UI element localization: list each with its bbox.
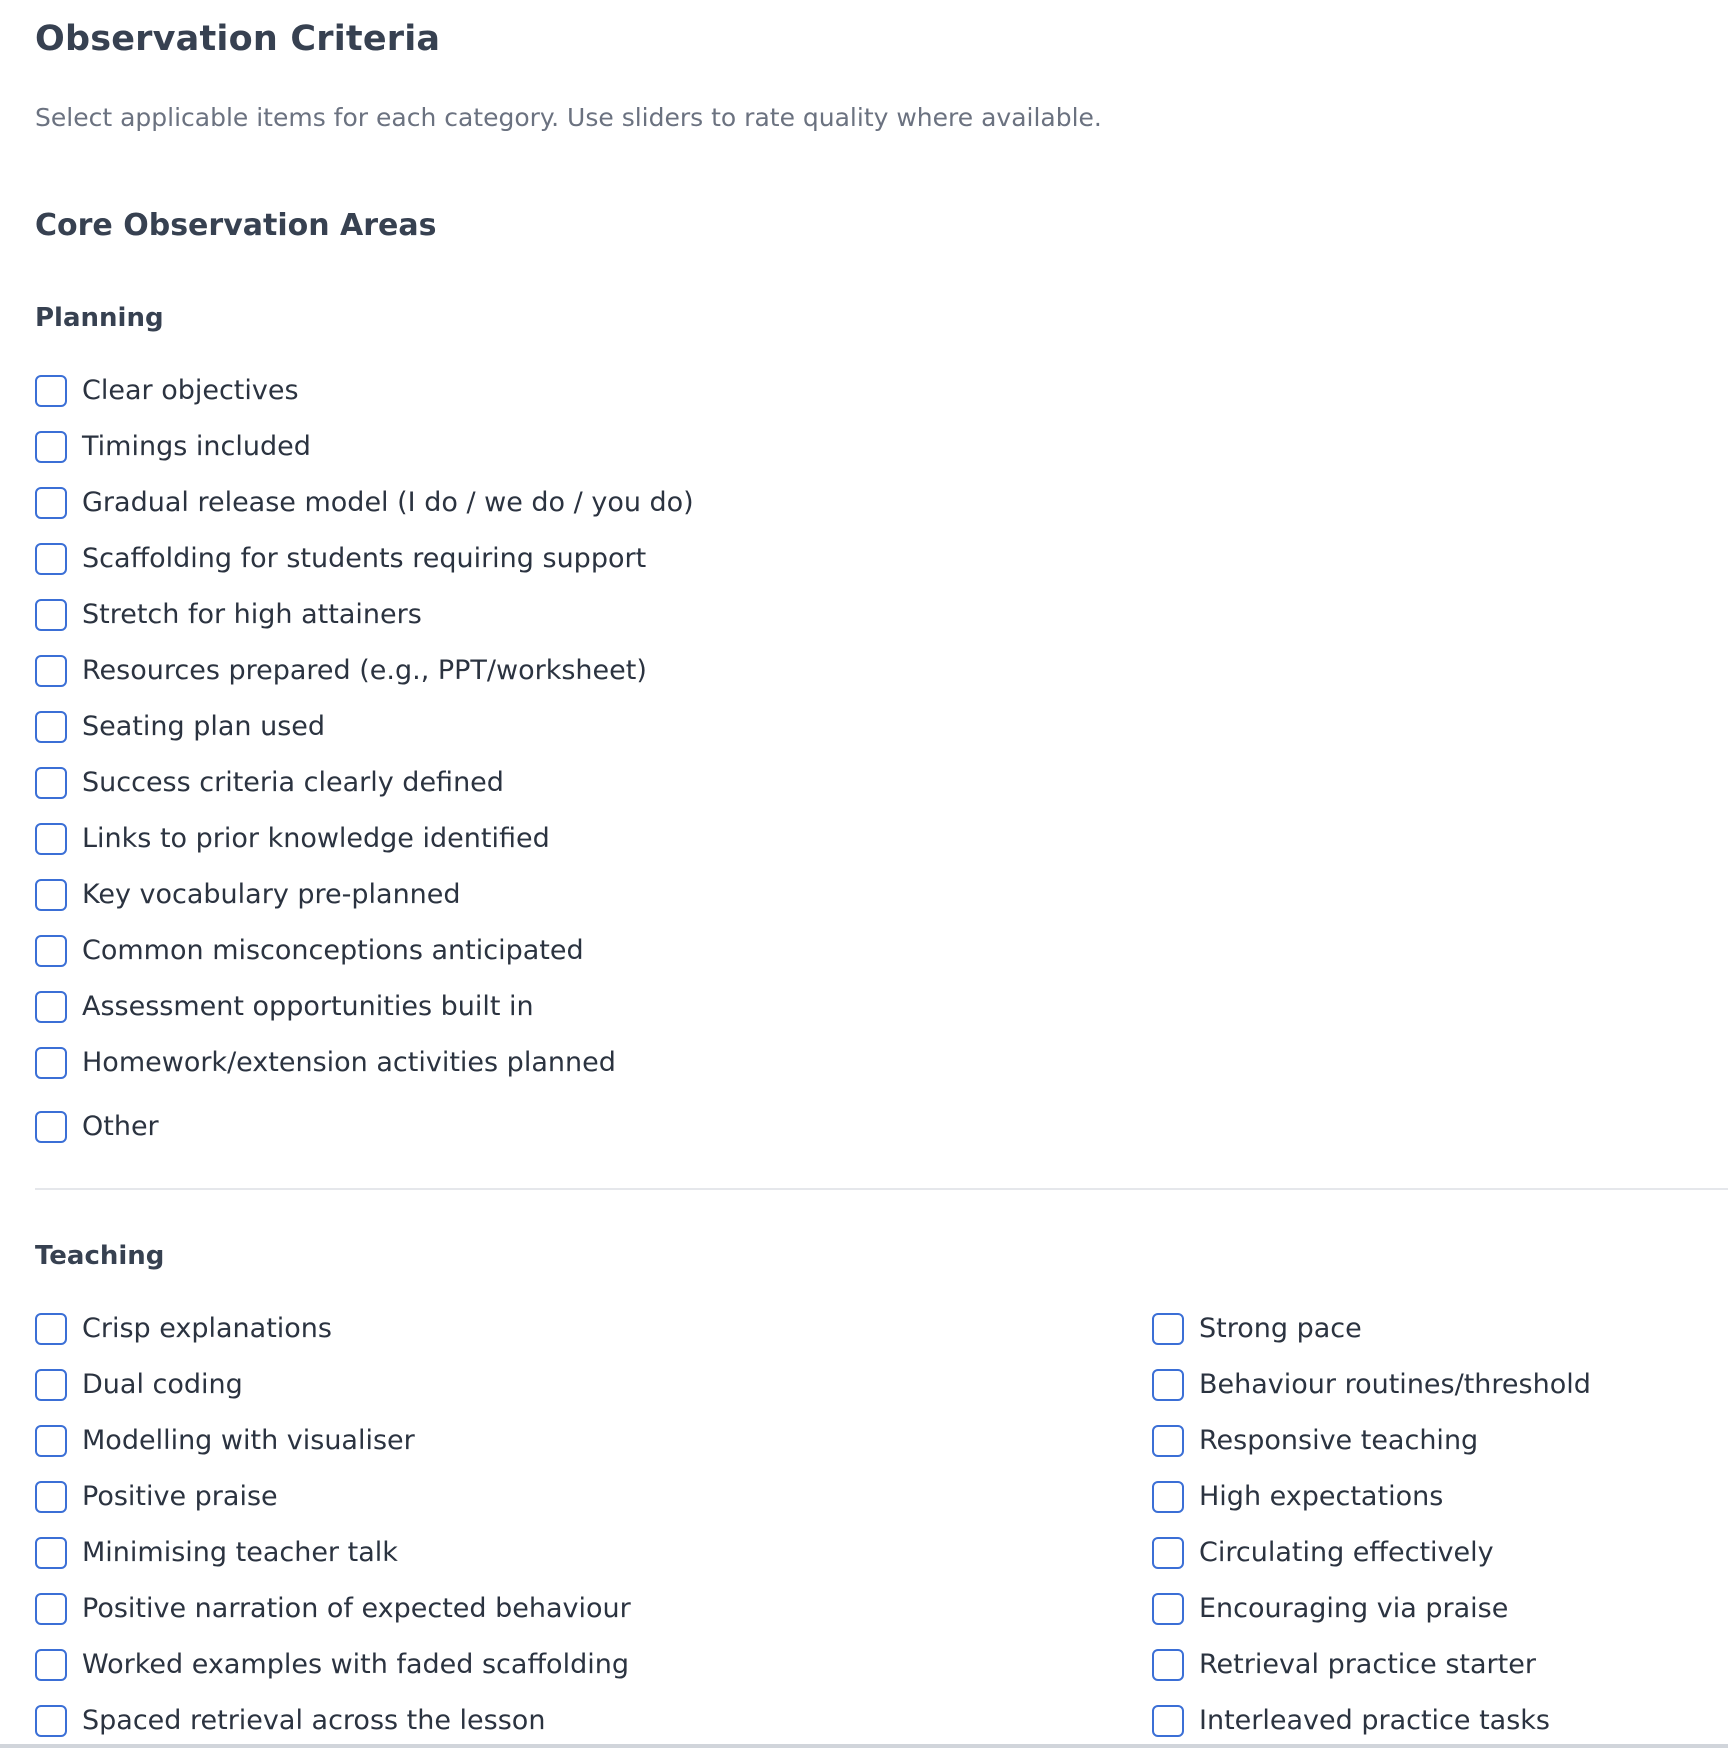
checkbox[interactable] [35, 599, 67, 631]
teaching-checklist-column-1 [35, 1301, 631, 1749]
teaching-item-label: Circulating effectively [1199, 1537, 1494, 1568]
planning-checklist [35, 363, 694, 1155]
checkbox[interactable] [1152, 1313, 1184, 1345]
teaching-item[interactable] [35, 1413, 631, 1469]
teaching-item[interactable] [1152, 1357, 1591, 1413]
planning-item-label: Resources prepared (e.g., PPT/worksheet) [82, 655, 647, 686]
planning-item-label: Stretch for high attainers [82, 599, 422, 630]
planning-item-label: Timings included [82, 431, 311, 462]
teaching-item[interactable] [35, 1581, 631, 1637]
checkbox[interactable] [35, 1369, 67, 1401]
checkbox[interactable] [35, 1425, 67, 1457]
teaching-item-label: Behaviour routines/threshold [1199, 1369, 1591, 1400]
checkbox[interactable] [35, 991, 67, 1023]
teaching-checklist-column-2 [1152, 1301, 1591, 1749]
checkbox[interactable] [1152, 1537, 1184, 1569]
planning-item[interactable] [35, 923, 694, 979]
teaching-item[interactable] [35, 1357, 631, 1413]
teaching-item[interactable] [1152, 1693, 1591, 1749]
planning-item[interactable] [35, 587, 694, 643]
checkbox[interactable] [35, 1047, 67, 1079]
teaching-item[interactable] [1152, 1301, 1591, 1357]
checkbox[interactable] [1152, 1593, 1184, 1625]
checkbox[interactable] [35, 543, 67, 575]
other-label: Other [82, 1111, 159, 1142]
teaching-item[interactable] [1152, 1581, 1591, 1637]
teaching-item-label: Spaced retrieval across the lesson [82, 1705, 546, 1736]
checkbox[interactable] [35, 1705, 67, 1737]
teaching-item[interactable] [35, 1469, 631, 1525]
teaching-item[interactable] [35, 1637, 631, 1693]
teaching-item-label: Worked examples with faded scaffolding [82, 1649, 629, 1680]
planning-item[interactable] [35, 867, 694, 923]
teaching-item[interactable] [1152, 1637, 1591, 1693]
teaching-item-label: Encouraging via praise [1199, 1593, 1509, 1624]
planning-item-other[interactable] [35, 1099, 694, 1155]
checkbox[interactable] [1152, 1369, 1184, 1401]
planning-item[interactable] [35, 531, 694, 587]
checkbox[interactable] [35, 711, 67, 743]
planning-item-label: Seating plan used [82, 711, 326, 742]
checkbox[interactable] [1152, 1425, 1184, 1457]
page-title: Observation Criteria [35, 19, 441, 59]
teaching-item-label: Minimising teacher talk [82, 1537, 398, 1568]
teaching-item[interactable] [35, 1301, 631, 1357]
checkbox[interactable] [35, 1537, 67, 1569]
checkbox[interactable] [35, 655, 67, 687]
planning-item[interactable] [35, 363, 694, 419]
teaching-item-label: Crisp explanations [82, 1313, 332, 1344]
checkbox[interactable] [35, 487, 67, 519]
planning-item-label: Assessment opportunities built in [82, 991, 534, 1022]
teaching-item-label: Dual coding [82, 1369, 243, 1400]
teaching-heading: Teaching [35, 1241, 165, 1271]
planning-item-label: Links to prior knowledge identified [82, 823, 550, 854]
planning-item-label: Clear objectives [82, 375, 299, 406]
planning-item[interactable] [35, 1035, 694, 1091]
planning-item-label: Homework/extension activities planned [82, 1047, 616, 1078]
checkbox[interactable] [1152, 1481, 1184, 1513]
checkbox[interactable] [35, 1649, 67, 1681]
planning-item[interactable] [35, 419, 694, 475]
checkbox[interactable] [35, 1313, 67, 1345]
planning-heading: Planning [35, 303, 164, 333]
page-subtitle: Select applicable items for each category. Use sliders to rate quality where available. [35, 103, 1102, 132]
planning-item[interactable] [35, 811, 694, 867]
scroll-edge [0, 1744, 1728, 1748]
planning-item-label: Common misconceptions anticipated [82, 935, 584, 966]
teaching-item[interactable] [1152, 1525, 1591, 1581]
section-title: Core Observation Areas [35, 208, 437, 243]
checkbox[interactable] [35, 431, 67, 463]
planning-item-label: Gradual release model (I do / we do / you do) [82, 487, 694, 518]
planning-item-label: Key vocabulary pre-planned [82, 879, 461, 910]
planning-item[interactable] [35, 979, 694, 1035]
checkbox[interactable] [35, 935, 67, 967]
teaching-item[interactable] [1152, 1413, 1591, 1469]
checkbox[interactable] [35, 823, 67, 855]
teaching-item-label: Positive praise [82, 1481, 278, 1512]
teaching-item-label: Strong pace [1199, 1313, 1362, 1344]
teaching-item-label: Modelling with visualiser [82, 1425, 415, 1456]
planning-item-label: Success criteria clearly defined [82, 767, 504, 798]
checkbox[interactable] [1152, 1705, 1184, 1737]
teaching-item-label: Retrieval practice starter [1199, 1649, 1536, 1680]
checkbox[interactable] [35, 1111, 67, 1143]
planning-item[interactable] [35, 755, 694, 811]
planning-item[interactable] [35, 475, 694, 531]
planning-item[interactable] [35, 643, 694, 699]
teaching-item-label: Responsive teaching [1199, 1425, 1479, 1456]
checkbox[interactable] [35, 375, 67, 407]
teaching-item-label: High expectations [1199, 1481, 1444, 1512]
checkbox[interactable] [1152, 1649, 1184, 1681]
teaching-item-label: Interleaved practice tasks [1199, 1705, 1550, 1736]
teaching-item-label: Positive narration of expected behaviour [82, 1593, 631, 1624]
teaching-item[interactable] [35, 1693, 631, 1749]
checkbox[interactable] [35, 1481, 67, 1513]
planning-item[interactable] [35, 699, 694, 755]
checkbox[interactable] [35, 879, 67, 911]
section-divider [35, 1188, 1728, 1190]
teaching-item[interactable] [1152, 1469, 1591, 1525]
teaching-item[interactable] [35, 1525, 631, 1581]
checkbox[interactable] [35, 767, 67, 799]
planning-item-label: Scaffolding for students requiring support [82, 543, 647, 574]
checkbox[interactable] [35, 1593, 67, 1625]
